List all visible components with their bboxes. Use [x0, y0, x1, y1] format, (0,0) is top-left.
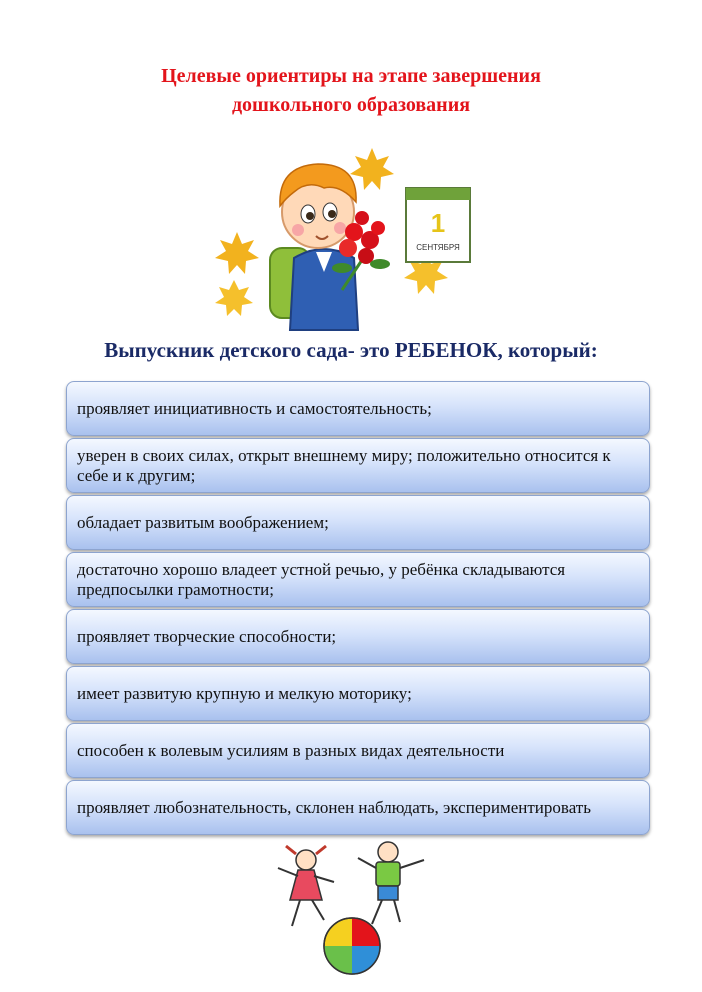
calendar-day: 1: [430, 208, 446, 238]
page-title-line-1: Целевые ориентиры на этапе завершения: [161, 65, 541, 87]
kids-on-ball-illustration: [268, 838, 432, 978]
maple-leaf-icon: [350, 148, 394, 190]
page-title: [0, 62, 702, 120]
calendar-month: СЕНТЯБРЯ: [416, 243, 460, 252]
maple-leaf-icon: [215, 280, 253, 316]
list-item: обладает развитым воображением;: [66, 495, 650, 550]
list-item: уверен в своих силах, открыт внешнему миру; положительно относится к себе и к другим;: [66, 438, 650, 493]
list-item: проявляет любознательность, склонен наблюдать, экспериментировать: [66, 780, 650, 835]
page-title-line-2: дошкольного образования: [231, 94, 471, 116]
maple-leaf-icon: [215, 232, 259, 274]
list-item: проявляет инициативность и самостоятельность;: [66, 381, 650, 436]
list-item: проявляет творческие способности;: [66, 609, 650, 664]
schoolboy-illustration: [212, 140, 478, 332]
calendar-icon: [406, 188, 470, 262]
list-item: достаточно хорошо владеет устной речью, у ребёнка складываются предпосылки грамотности;: [66, 552, 650, 607]
section-heading: Выпускник детского сада- это РЕБЕНОК, который:: [104, 338, 598, 362]
list-item: способен к волевым усилиям в разных видах деятельности: [66, 723, 650, 778]
criteria-list: [66, 381, 650, 835]
list-item: имеет развитую крупную и мелкую моторику;: [66, 666, 650, 721]
